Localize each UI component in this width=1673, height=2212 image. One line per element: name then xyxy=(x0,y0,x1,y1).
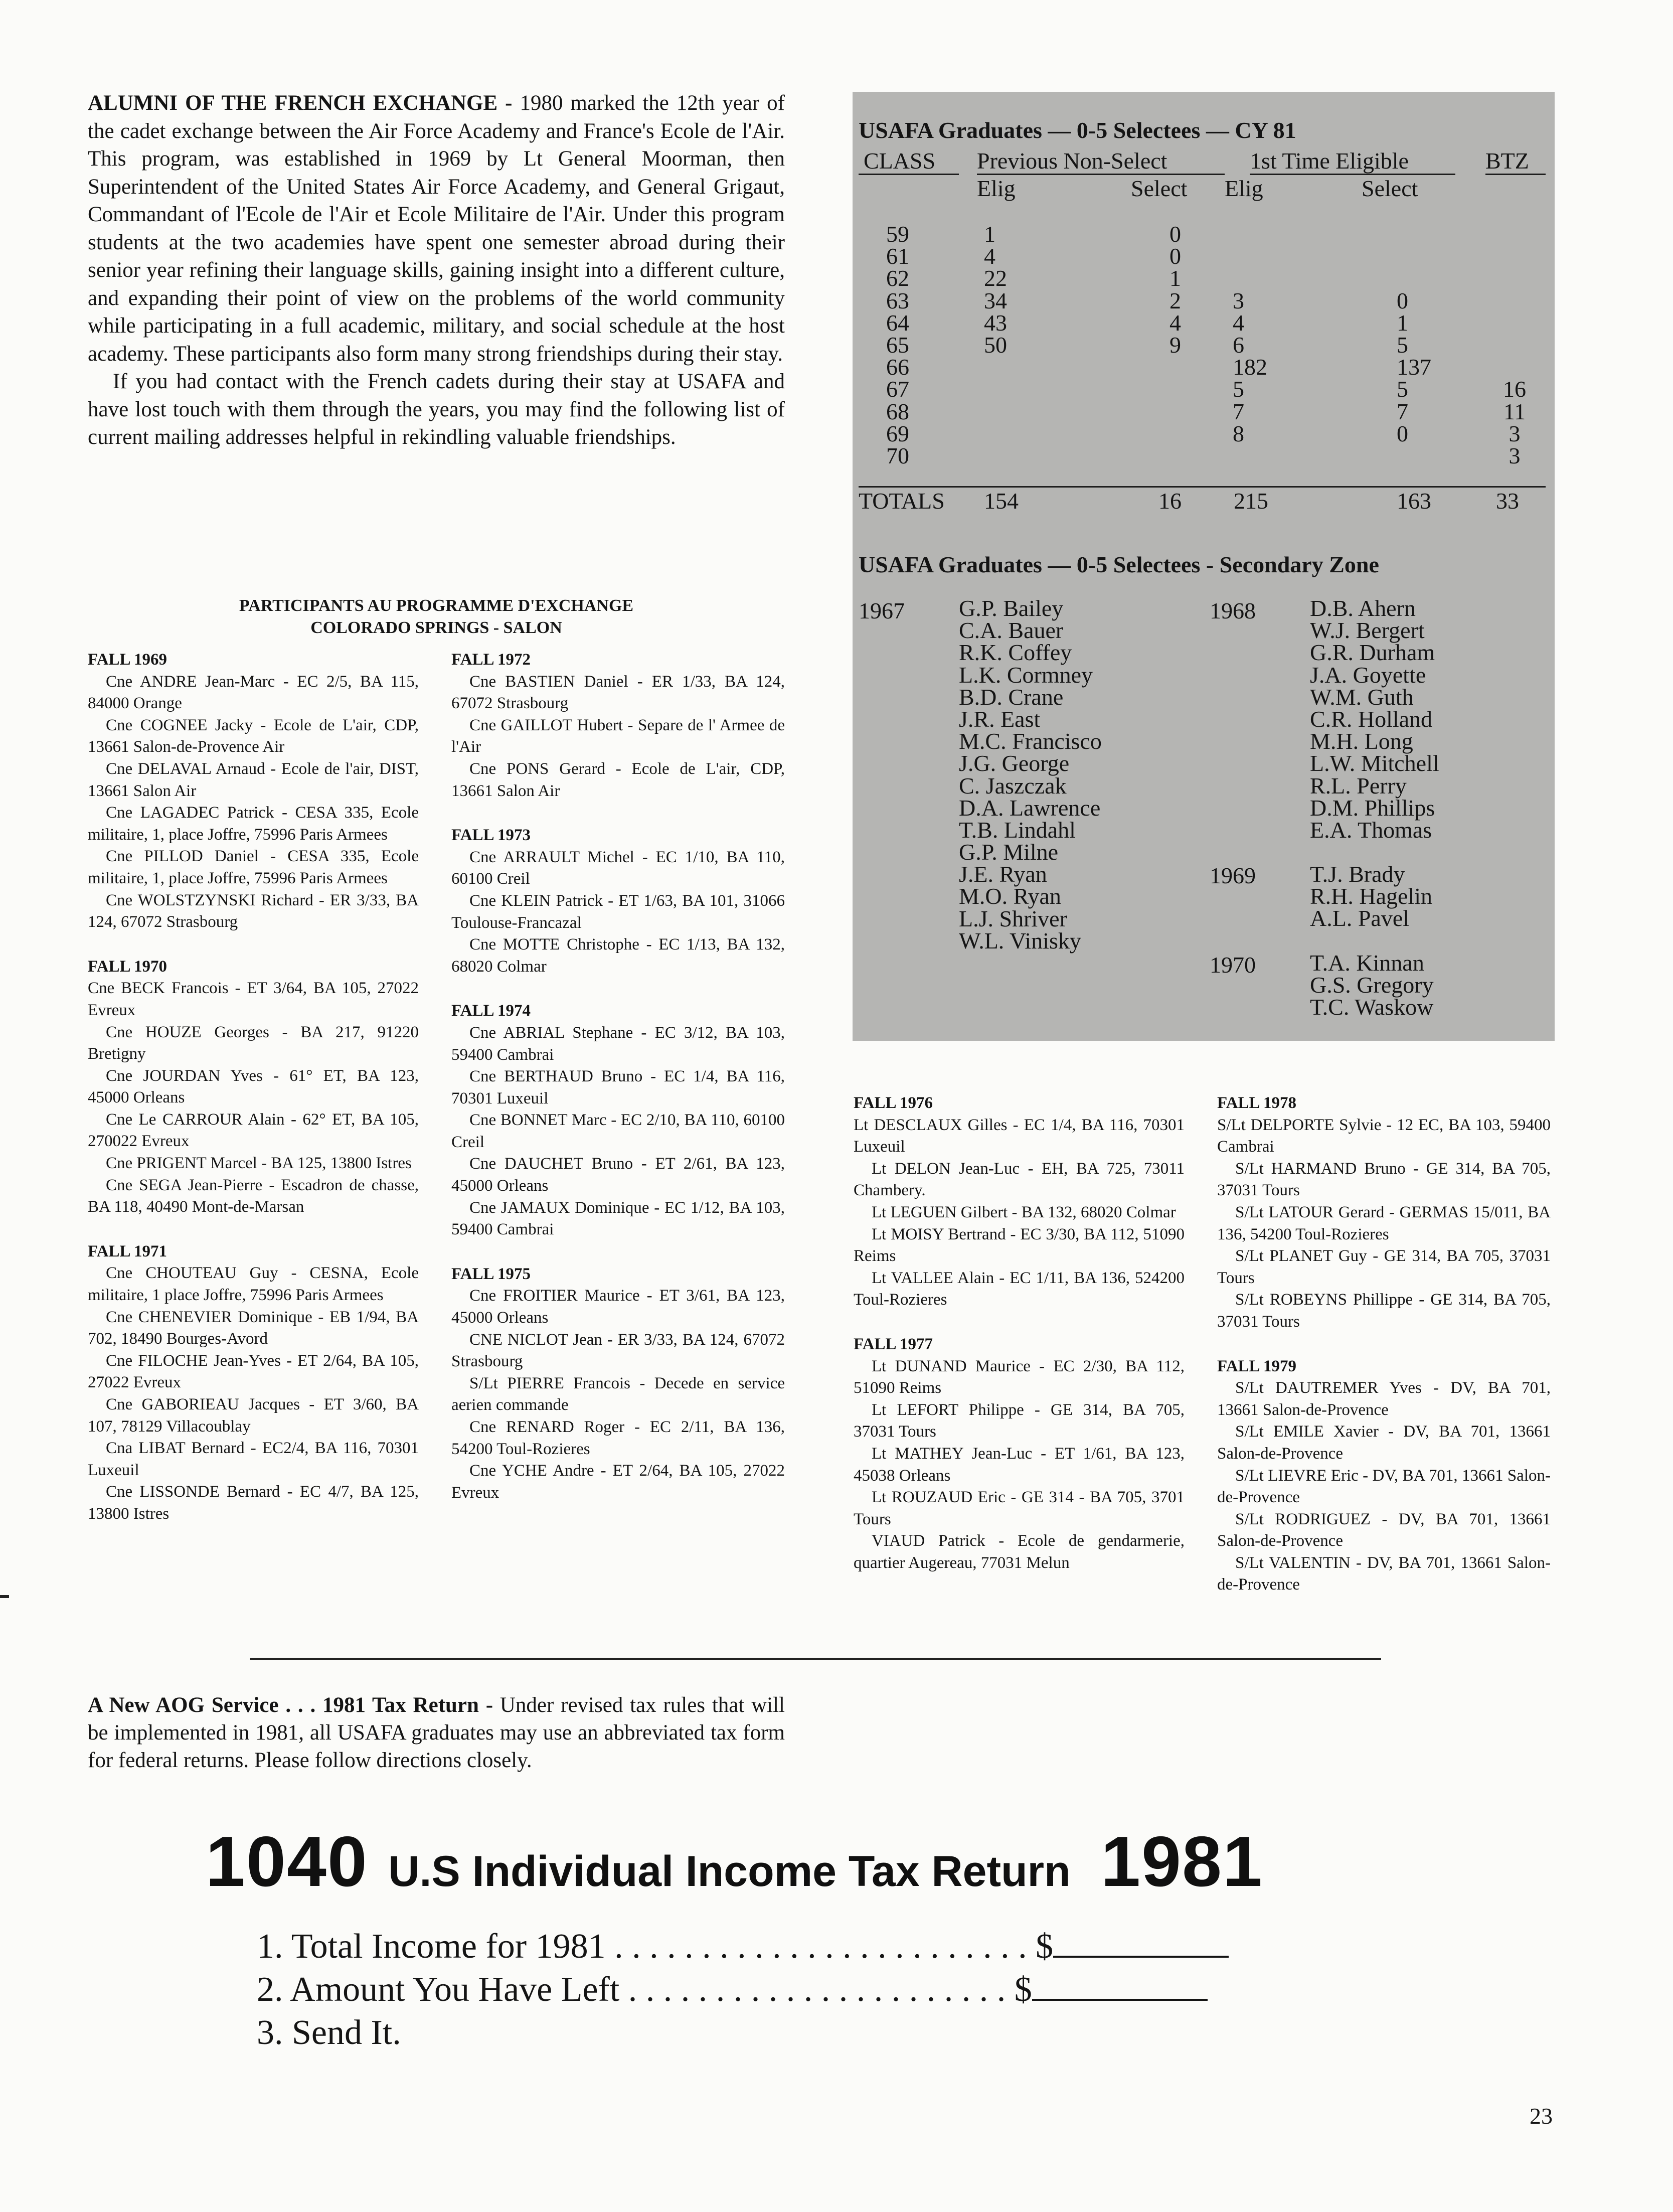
col-btz-header: BTZ xyxy=(1485,148,1529,174)
total-prev-elig: 154 xyxy=(984,488,1019,514)
table-cell-first-elig: 3 xyxy=(1233,287,1244,313)
group-title: FALL 1969 xyxy=(88,651,167,669)
first-elig-column xyxy=(1233,223,1293,467)
table-cell-prev-select xyxy=(1169,378,1200,400)
table-cell-btz xyxy=(1494,312,1535,334)
table-cell-class: 69 xyxy=(886,420,909,446)
list-item: Cne JAMAUX Dominique - EC 1/12, BA 103, 59400 Cambrai xyxy=(451,1198,785,1239)
list-item: S/Lt HARMAND Bruno - GE 314, BA 705, 37031 Tours xyxy=(1217,1159,1551,1200)
table-cell-prev-elig: 4 xyxy=(984,243,995,269)
participants-heading xyxy=(88,595,785,639)
table-cell-btz: 3 xyxy=(1509,442,1521,468)
table-cell-first-elig: 8 xyxy=(1233,420,1244,446)
aog-title: A New AOG Service . . . 1981 Tax Return - xyxy=(88,1693,493,1717)
table-cell-first-elig: 4 xyxy=(1233,309,1244,336)
table-cell-first-elig: 5 xyxy=(1233,376,1244,402)
group-title: FALL 1974 xyxy=(451,1002,531,1020)
selectee-name: R.L. Perry xyxy=(1310,772,1407,799)
table-cell-prev-elig xyxy=(984,423,1044,445)
list-item: Cne LISSONDE Bernard - EC 4/7, BA 125, 13800 Istres xyxy=(88,1483,419,1523)
table-cell-first-select: 1 xyxy=(1397,309,1408,336)
table-cell-class: 61 xyxy=(886,243,909,269)
prev-select-column xyxy=(1169,223,1200,467)
group-title: FALL 1977 xyxy=(854,1335,933,1353)
selectee-name: M.H. Long xyxy=(1310,728,1413,754)
group-title: FALL 1978 xyxy=(1217,1094,1296,1112)
list-item: Cne CHENEVIER Dominique - EB 1/94, BA 702, 18490 Bourges-Avord xyxy=(88,1308,419,1348)
table-cell-class: 68 xyxy=(886,398,909,424)
aog-text: Under revised tax rules that will be implemented in 1981, all USAFA graduates may use an abbreviated tax form for federal returns. Please follow directions closely. xyxy=(88,1693,785,1772)
table-cell-prev-select: 4 xyxy=(1169,309,1181,336)
selectee-name: C.R. Holland xyxy=(1310,706,1433,732)
table-cell-prev-select xyxy=(1169,401,1200,423)
list-item: Cne BERTHAUD Bruno - EC 1/4, BA 116, 70301 Luxeuil xyxy=(451,1067,785,1108)
selectee-name: M.O. Ryan xyxy=(959,883,1061,909)
list-item: S/Lt DELPORTE Sylvie - 12 EC, BA 103, 59400 Cambrai xyxy=(1217,1116,1551,1156)
list-item: Cne LAGADEC Patrick - CESA 335, Ecole militaire, 1, place Joffre, 75996 Paris Armees xyxy=(88,804,419,844)
tax-line-2-text: 2. Amount You Have Left . . . . . . . . . . . . . . . . . . . . . . $ xyxy=(257,1970,1032,2009)
list-item: Cne PRIGENT Marcel - BA 125, 13800 Istres xyxy=(106,1154,412,1173)
list-item: Lt MATHEY Jean-Luc - ET 1/61, BA 123, 45038 Orleans xyxy=(854,1444,1185,1485)
table-cell-prev-elig: 34 xyxy=(984,287,1007,313)
group-title: FALL 1975 xyxy=(451,1265,531,1283)
btz-column xyxy=(1494,223,1535,467)
table-cell-prev-elig: 50 xyxy=(984,332,1007,358)
table-cell-class: 65 xyxy=(886,332,909,358)
group-title: FALL 1976 xyxy=(854,1094,933,1112)
list-item: CNE NICLOT Jean - ER 3/33, BA 124, 67072 Strasbourg xyxy=(451,1330,785,1371)
list-item: Cne ANDRE Jean-Marc - EC 2/5, BA 115, 84000 Orange xyxy=(88,672,419,713)
table-cell-btz xyxy=(1494,356,1535,378)
group-fall-1977 xyxy=(854,1334,1185,1574)
list-item: S/Lt PLANET Guy - GE 314, BA 705, 37031 Tours xyxy=(1217,1247,1551,1287)
selectee-name: D.B. Ahern xyxy=(1310,595,1416,621)
divider xyxy=(859,174,959,175)
aog-service-notice xyxy=(88,1691,785,1774)
list-item: Cne MOTTE Christophe - EC 1/13, BA 132, 68020 Colmar xyxy=(451,935,785,976)
table-cell-btz xyxy=(1494,290,1535,312)
year-1970: 1970 xyxy=(1210,952,1256,978)
participants-column-1 xyxy=(88,649,419,1548)
selectee-name: G.P. Bailey xyxy=(959,595,1064,621)
list-item: Cne CHOUTEAU Guy - CESNA, Ecole militaire, 1 place Joffre, 75996 Paris Armees xyxy=(88,1264,419,1305)
totals-divider xyxy=(859,486,1546,488)
selectee-name: C.A. Bauer xyxy=(959,617,1064,644)
year-1969: 1969 xyxy=(1210,863,1256,888)
selectee-name: W.L. Vinisky xyxy=(959,927,1081,954)
group-fall-1969 xyxy=(88,649,419,933)
table-cell-first-elig xyxy=(1233,445,1293,467)
selectee-name: T.C. Waskow xyxy=(1310,994,1434,1020)
list-item: Cne YCHE Andre - ET 2/64, BA 105, 27022 Evreux xyxy=(451,1462,785,1502)
tax-line-3: 3. Send It. xyxy=(257,2013,401,2052)
sub-select-2: Select xyxy=(1362,176,1418,201)
list-item: Cne PILLOD Daniel - CESA 335, Ecole militaire, 1, place Joffre, 75996 Paris Armees xyxy=(88,847,419,887)
selectee-name: D.M. Phillips xyxy=(1310,795,1435,821)
col-prev-header: Previous Non-Select xyxy=(977,148,1167,174)
names-1969 xyxy=(1310,863,1432,930)
table-cell-first-select xyxy=(1397,245,1457,267)
intro-title: ALUMNI OF THE FRENCH EXCHANGE - xyxy=(88,91,513,115)
table-cell-prev-select: 0 xyxy=(1169,243,1181,269)
table-cell-btz xyxy=(1494,223,1535,245)
sub-select-1: Select xyxy=(1131,176,1188,201)
group-fall-1975 xyxy=(451,1263,785,1504)
table-cell-prev-select: 0 xyxy=(1169,221,1181,247)
selectee-name: A.L. Pavel xyxy=(1310,905,1410,931)
table2-title: USAFA Graduates — 0-5 Selectees - Secondary Zone xyxy=(859,552,1379,577)
list-item: Cne SEGA Jean-Pierre - Escadron de chasse, BA 118, 40490 Mont-de-Marsan xyxy=(88,1176,419,1216)
list-item: Cne RENARD Roger - EC 2/11, BA 136, 54200 Toul-Rozieres xyxy=(451,1418,785,1458)
tax-line-2-blank xyxy=(1032,1969,1208,2001)
table-cell-btz: 11 xyxy=(1503,398,1526,424)
totals-label: TOTALS xyxy=(859,488,945,514)
list-item: S/Lt PIERRE Francois - Decede en service aerien commande xyxy=(451,1374,785,1414)
table-cell-first-elig: 182 xyxy=(1233,354,1267,380)
list-item: Cna LIBAT Bernard - EC2/4, BA 116, 70301 Luxeuil xyxy=(88,1439,419,1479)
list-item: Cne ARRAULT Michel - EC 1/10, BA 110, 60100 Creil xyxy=(451,848,785,888)
table-cell-prev-elig: 43 xyxy=(984,309,1007,336)
table-cell-first-select: 5 xyxy=(1397,376,1408,402)
table-cell-first-select xyxy=(1397,223,1457,245)
group-fall-1972 xyxy=(451,649,785,802)
selectee-name: T.A. Kinnan xyxy=(1310,950,1424,976)
class-column xyxy=(878,223,918,467)
table-cell-prev-elig: 22 xyxy=(984,265,1007,291)
tax-line-1-blank xyxy=(1053,1926,1229,1958)
table-cell-first-select: 7 xyxy=(1397,398,1408,424)
list-item: Lt DELON Jean-Luc - EH, BA 725, 73011 Chambery. xyxy=(854,1159,1185,1200)
table-cell-first-select xyxy=(1397,445,1457,467)
list-item: Cne FROITIER Maurice - ET 3/61, BA 123, 45000 Orleans xyxy=(451,1287,785,1327)
list-item: S/Lt EMILE Xavier - DV, BA 701, 13661 Salon-de-Provence xyxy=(1217,1423,1551,1463)
list-item: Lt DESCLAUX Gilles - EC 1/4, BA 116, 70301 Luxeuil xyxy=(854,1116,1185,1156)
selectee-name: J.R. East xyxy=(959,706,1041,732)
section-divider xyxy=(250,1658,1381,1660)
table-cell-first-select: 0 xyxy=(1397,420,1408,446)
tax-line-1-text: 1. Total Income for 1981 . . . . . . . . . . . . . . . . . . . . . . . . $ xyxy=(257,1927,1054,1966)
prev-elig-column xyxy=(984,223,1044,467)
table-cell-prev-elig xyxy=(984,356,1044,378)
list-item: S/Lt LATOUR Gerard - GERMAS 15/011, BA 136, 54200 Toul-Rozieres xyxy=(1217,1203,1551,1243)
names-1967 xyxy=(959,597,1102,952)
table-cell-btz xyxy=(1494,267,1535,289)
group-fall-1979 xyxy=(1217,1356,1551,1597)
first-select-column xyxy=(1397,223,1457,467)
total-btz: 33 xyxy=(1496,488,1519,514)
list-item: Cne COGNEE Jacky - Ecole de L'air, CDP, 13661 Salon-de-Provence Air xyxy=(88,716,419,756)
list-item: Cne HOUZE Georges - BA 217, 91220 Bretigny xyxy=(88,1023,419,1063)
table-cell-class: 66 xyxy=(886,354,909,380)
group-fall-1970 xyxy=(88,956,419,1218)
total-first-select: 163 xyxy=(1397,488,1431,514)
divider xyxy=(1250,174,1455,175)
table-cell-first-elig xyxy=(1233,245,1293,267)
selectee-name: E.A. Thomas xyxy=(1310,817,1432,843)
selectees-panel xyxy=(853,92,1555,1041)
selectee-name: L.J. Shriver xyxy=(959,905,1067,931)
selectee-name: G.P. Milne xyxy=(959,839,1059,865)
col-first-header: 1st Time Eligible xyxy=(1250,148,1409,174)
table-cell-class: 64 xyxy=(886,309,909,336)
list-item: S/Lt LIEVRE Eric - DV, BA 701, 13661 Salon-de-Provence xyxy=(1217,1466,1551,1507)
page-number: 23 xyxy=(1530,2103,1553,2129)
tax-line-1 xyxy=(257,1925,1229,1968)
tax-form-number: 1040 xyxy=(206,1822,368,1902)
group-title: FALL 1970 xyxy=(88,957,167,976)
year-1968: 1968 xyxy=(1210,598,1256,623)
list-item: Cne DELAVAL Arnaud - Ecole de l'air, DIST, 13661 Salon Air xyxy=(88,759,419,800)
list-item: Cne JOURDAN Yves - 61° ET, BA 123, 45000 Orleans xyxy=(88,1066,419,1107)
intro-text-1: 1980 marked the 12th year of the cadet exchange between the Air Force Academy and France's Ecole de l'Air. This program, was established in 1969 by Lt General Moorman, then Superintendent of the United States Air Force Academy, and General Grigaut, Commandant of l'Ecole de l'Air et Ecole Militaire de l'Air. Under this program students at the two academies have spent one semester abroad during their senior year refining their language skills, gaining insight into a different culture, and expanding their point of view on the problems of the world community while participating in a full academic, military, and social schedule at the host academy. These participants also form many strong friendships during their stay. xyxy=(88,91,785,366)
group-fall-1974 xyxy=(451,1000,785,1241)
participants-column-2 xyxy=(451,649,785,1526)
list-item: Cne ABRIAL Stephane - EC 3/12, BA 103, 59400 Cambrai xyxy=(451,1023,785,1064)
list-item: Lt DUNAND Maurice - EC 2/30, BA 112, 51090 Reims xyxy=(854,1357,1185,1397)
tax-form-year: 1981 xyxy=(1101,1822,1264,1902)
list-item: Cne KLEIN Patrick - ET 1/63, BA 101, 31066 Toulouse-Francazal xyxy=(451,891,785,932)
table-cell-prev-elig xyxy=(984,378,1044,400)
list-item: VIAUD Patrick - Ecole de gendarmerie, quartier Augereau, 77031 Melun xyxy=(854,1532,1185,1572)
list-item: S/Lt DAUTREMER Yves - DV, BA 701, 13661 Salon-de-Provence xyxy=(1217,1379,1551,1419)
intro-article xyxy=(88,89,785,451)
group-title: FALL 1973 xyxy=(451,826,531,845)
table-cell-first-elig xyxy=(1233,267,1293,289)
total-prev-select: 16 xyxy=(1158,488,1182,514)
selectee-name: B.D. Crane xyxy=(959,684,1064,710)
table1-title: USAFA Graduates — 0-5 Selectees — CY 81 xyxy=(859,117,1296,143)
table-cell-prev-select xyxy=(1169,356,1200,378)
names-1970 xyxy=(1310,952,1434,1019)
group-fall-1976 xyxy=(854,1092,1185,1311)
table-cell-prev-elig: 1 xyxy=(984,221,995,247)
tax-form-name: U.S Individual Income Tax Return xyxy=(388,1847,1071,1895)
table-cell-prev-elig xyxy=(984,401,1044,423)
list-item: S/Lt RODRIGUEZ - DV, BA 701, 13661 Salon-de-Provence xyxy=(1217,1510,1551,1550)
list-item: S/Lt ROBEYNS Phillippe - GE 314, BA 705, 37031 Tours xyxy=(1217,1291,1551,1331)
selectee-name: W.M. Guth xyxy=(1310,684,1414,710)
participants-heading-line2: COLORADO SPRINGS - SALON xyxy=(310,618,562,637)
total-first-elig: 215 xyxy=(1234,488,1268,514)
group-fall-1973 xyxy=(451,825,785,978)
table-cell-btz xyxy=(1494,245,1535,267)
table-cell-first-select: 5 xyxy=(1397,332,1408,358)
table-cell-btz: 16 xyxy=(1503,376,1526,402)
table-cell-btz: 3 xyxy=(1509,420,1521,446)
list-item: Lt MOISY Bertrand - EC 3/30, BA 112, 51090 Reims xyxy=(854,1225,1185,1266)
selectee-name: W.J. Bergert xyxy=(1310,617,1425,644)
table-cell-class: 59 xyxy=(886,221,909,247)
table-cell-prev-select: 1 xyxy=(1169,265,1181,291)
table-cell-prev-select xyxy=(1169,445,1200,467)
col-class-header: CLASS xyxy=(864,148,936,174)
list-item: Cne BONNET Marc - EC 2/10, BA 110, 60100 Creil xyxy=(451,1111,785,1151)
names-1968 xyxy=(1310,597,1439,841)
list-item: Cne WOLSTZYNSKI Richard - ER 3/33, BA 124, 67072 Strasbourg xyxy=(88,891,419,931)
table-cell-prev-select xyxy=(1169,423,1200,445)
table-cell-class: 63 xyxy=(886,287,909,313)
tax-form-title xyxy=(206,1821,1263,1903)
table-cell-first-select: 0 xyxy=(1397,287,1408,313)
table-cell-first-elig: 7 xyxy=(1233,398,1244,424)
selectee-name: R.K. Coffey xyxy=(959,640,1072,666)
selectee-name: R.H. Hagelin xyxy=(1310,883,1433,909)
participants-column-3 xyxy=(854,1092,1185,1597)
intro-paragraph-1 xyxy=(88,89,785,368)
sub-elig-2: Elig xyxy=(1225,176,1263,201)
table-cell-first-elig xyxy=(1233,223,1293,245)
year-1967: 1967 xyxy=(859,598,905,623)
selectee-name: J.A. Goyette xyxy=(1310,662,1426,688)
selectee-name: G.R. Durham xyxy=(1310,640,1435,666)
intro-paragraph-2: If you had contact with the French cadets during their stay at USAFA and have lost touch with them through the years, you may find the following list of current mailing addresses helpful in rekindling valuable friendships. xyxy=(88,370,785,449)
selectee-name: L.K. Cormney xyxy=(959,662,1093,688)
list-item: Cne BECK Francois - ET 3/64, BA 105, 27022 Evreux xyxy=(88,979,419,1019)
list-item: Lt LEGUEN Gilbert - BA 132, 68020 Colmar xyxy=(872,1203,1176,1221)
tax-line-2 xyxy=(257,1968,1208,2011)
group-title: FALL 1979 xyxy=(1217,1357,1296,1375)
table-cell-btz xyxy=(1494,334,1535,356)
selectee-name: C. Jaszczak xyxy=(959,772,1067,799)
group-fall-1971 xyxy=(88,1241,419,1525)
table-cell-class: 62 xyxy=(886,265,909,291)
selectee-name: L.W. Mitchell xyxy=(1310,750,1439,776)
selectee-name: T.B. Lindahl xyxy=(959,817,1076,843)
group-title: FALL 1971 xyxy=(88,1242,167,1260)
list-item: Cne BASTIEN Daniel - ER 1/33, BA 124, 67072 Strasbourg xyxy=(451,672,785,713)
table-cell-prev-select: 2 xyxy=(1169,287,1181,313)
table-cell-first-select xyxy=(1397,267,1457,289)
table-cell-first-elig: 6 xyxy=(1233,332,1244,358)
list-item: Cne FILOCHE Jean-Yves - ET 2/64, BA 105, 27022 Evreux xyxy=(88,1351,419,1392)
selectee-name: T.J. Brady xyxy=(1310,861,1405,887)
sub-elig-1: Elig xyxy=(977,176,1016,201)
selectee-name: D.A. Lawrence xyxy=(959,795,1101,821)
list-item: Cne Le CARROUR Alain - 62° ET, BA 105, 270022 Evreux xyxy=(88,1110,419,1151)
selectee-name: G.S. Gregory xyxy=(1310,972,1434,998)
table-cell-prev-elig xyxy=(984,445,1044,467)
group-title: FALL 1972 xyxy=(451,651,531,669)
list-item: S/Lt VALENTIN - DV, BA 701, 13661 Salon-de-Provence xyxy=(1217,1553,1551,1594)
group-fall-1978 xyxy=(1217,1092,1551,1333)
participants-column-4 xyxy=(1217,1092,1551,1619)
table-cell-first-select: 137 xyxy=(1397,354,1431,380)
list-item: Cne GAILLOT Hubert - Separe de l' Armee de l'Air xyxy=(451,716,785,756)
list-item: Cne GABORIEAU Jacques - ET 3/60, BA 107, 78129 Villacoublay xyxy=(88,1395,419,1436)
list-item: Cne DAUCHET Bruno - ET 2/61, BA 123, 45000 Orleans xyxy=(451,1155,785,1195)
list-item: Cne PONS Gerard - Ecole de L'air, CDP, 13661 Salon Air xyxy=(451,759,785,800)
table-cell-class: 67 xyxy=(886,376,909,402)
list-item: Lt LEFORT Philippe - GE 314, BA 705, 37031 Tours xyxy=(854,1400,1185,1441)
participants-heading-line1: PARTICIPANTS AU PROGRAMME D'EXCHANGE xyxy=(239,596,634,615)
selectee-name: J.E. Ryan xyxy=(959,861,1047,887)
table-cell-prev-select: 9 xyxy=(1169,332,1181,358)
selectee-name: M.C. Francisco xyxy=(959,728,1102,754)
selectee-name: J.G. George xyxy=(959,750,1070,776)
margin-mark xyxy=(0,1595,9,1598)
divider xyxy=(977,174,1225,175)
divider xyxy=(1485,174,1546,175)
table-cell-class: 70 xyxy=(886,442,909,468)
list-item: Lt VALLEE Alain - EC 1/11, BA 136, 524200 Toul-Rozieres xyxy=(854,1269,1185,1309)
list-item: Lt ROUZAUD Eric - GE 314 - BA 705, 3701 Tours xyxy=(854,1488,1185,1528)
